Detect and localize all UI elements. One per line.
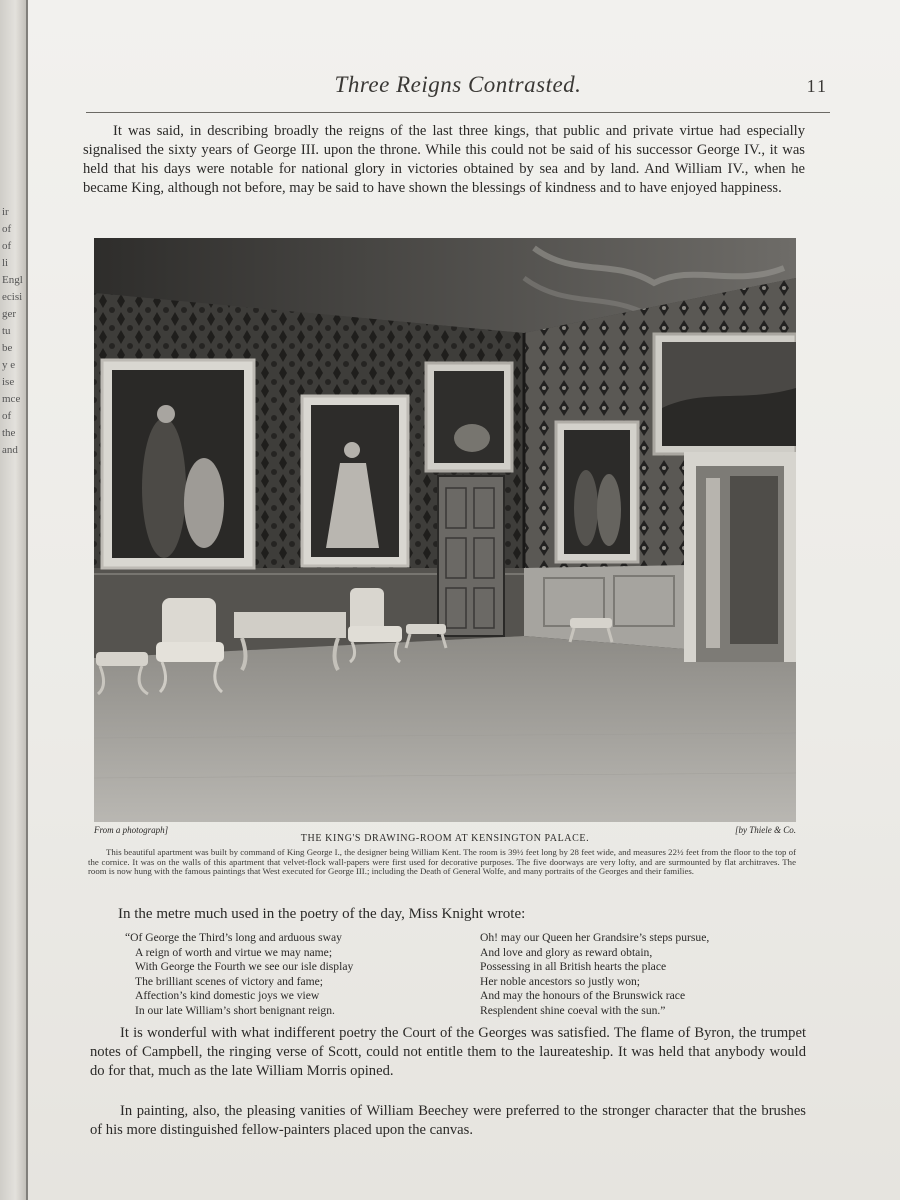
left-page-fragment: ecisi bbox=[2, 291, 23, 303]
poem-line: A reign of worth and virtue we may name; bbox=[135, 945, 333, 959]
poem-line: In our late William’s short benignant reign. bbox=[135, 1003, 335, 1017]
photo-caption-row bbox=[94, 825, 796, 844]
page-header bbox=[86, 66, 830, 113]
poem-line: The brilliant scenes of victory and fame; bbox=[135, 974, 324, 988]
metre-intro: In the metre much used in the poetry of the day, Miss Knight wrote: bbox=[118, 906, 526, 922]
paragraph-court-poetry: It is wonderful with what indifferent poetry the Court of the Georges was satisfied. The flame of Byron, the trumpet notes of Campbell, the ringing verse of Scott, could not entitle them to the laureateship. It was held that anybody would do for that, much as the late William Morris opined. bbox=[90, 1025, 806, 1079]
running-title: Three Reigns Contrasted. bbox=[334, 72, 582, 97]
left-page-fragment: y e bbox=[2, 359, 16, 371]
stool-middle bbox=[406, 624, 446, 634]
left-page-fragment: mce bbox=[2, 393, 21, 405]
console-table bbox=[234, 612, 346, 638]
left-page-fragment: and bbox=[2, 444, 18, 456]
paragraph-painting: In painting, also, the pleasing vanities of William Beechey were preferred to the stronger character that the brushes of his more distinguished fellow-painters placed upon the canvas. bbox=[90, 1103, 806, 1138]
photographer-credit: [by Thiele & Co. bbox=[735, 825, 796, 835]
photo-caption-title: THE KING'S DRAWING-ROOM AT KENSINGTON PALACE. bbox=[300, 833, 590, 844]
poem-line: And may the honours of the Brunswick race bbox=[480, 989, 686, 1003]
poem-left-column bbox=[125, 931, 465, 1019]
left-page-fragment: li bbox=[2, 257, 9, 269]
poem-line: Oh! may our Queen her Grandsire’s steps pursue, bbox=[480, 931, 710, 944]
page-number: 11 bbox=[806, 76, 828, 96]
left-page-fragment: of bbox=[2, 410, 12, 422]
drawing-room-illustration bbox=[94, 238, 796, 822]
poem-right-column bbox=[480, 931, 810, 1019]
left-page-fragment: ise bbox=[2, 376, 15, 388]
drawing-room-photograph bbox=[94, 238, 796, 822]
stool-left bbox=[96, 652, 148, 666]
poem-line: Her noble ancestors so justly won; bbox=[480, 974, 641, 988]
photo-source-credit: From a photograph] bbox=[94, 825, 169, 835]
poem-line: Possessing in all British hearts the place bbox=[480, 960, 667, 974]
left-page-fragment: of bbox=[2, 223, 12, 235]
left-page-fragment: ger bbox=[2, 308, 17, 320]
book-page bbox=[28, 0, 900, 1200]
poem-line: Affection’s kind domestic joys we view bbox=[135, 989, 320, 1003]
stool-right bbox=[570, 618, 612, 628]
left-page-fragment: be bbox=[2, 342, 13, 354]
left-page-fragment: Engl bbox=[2, 274, 23, 286]
left-page-fragment: of bbox=[2, 240, 12, 252]
previous-page-edge bbox=[0, 0, 28, 1200]
poem-line: “Of George the Third’s long and arduous sway bbox=[125, 931, 342, 944]
poem-line: And love and glory as reward obtain, bbox=[480, 945, 653, 959]
parquet-floor bbox=[94, 636, 796, 822]
poem-line: With George the Fourth we see our isle display bbox=[135, 960, 354, 974]
poem-line: Resplendent shine coeval with the sun.” bbox=[480, 1003, 666, 1017]
photo-description: This beautiful apartment was built by command of King George I., the designer being William Kent. The room is 39½ feet long by 28 feet wide, and measures 22½ feet from the floor to the top of the cornice. It was on the walls of this apartment that velvet-flock wall-papers were first used for decorative purposes. The five doorways are very lofty, and are surmounted by flat architraves. The room is now hung with the famous paintings that West executed for George III.; including the Death of General Wolfe, and many portraits of the Georges and their families. bbox=[88, 847, 796, 877]
left-page-fragment: the bbox=[2, 427, 16, 439]
left-page-fragment: ir bbox=[2, 206, 9, 218]
intro-paragraph: It was said, in describing broadly the reigns of the last three kings, that public and private virtue had especially signalised the sixty years of George III. upon the throne. While this could not be said of his successor George IV., it was held that his days were notable for national glory in victories obtained by sea and by land. And William IV., when he became King, although not before, may be said to have shown the blessings of kindness and to have enjoyed happiness. bbox=[83, 123, 805, 196]
left-page-fragment: tu bbox=[2, 325, 11, 337]
